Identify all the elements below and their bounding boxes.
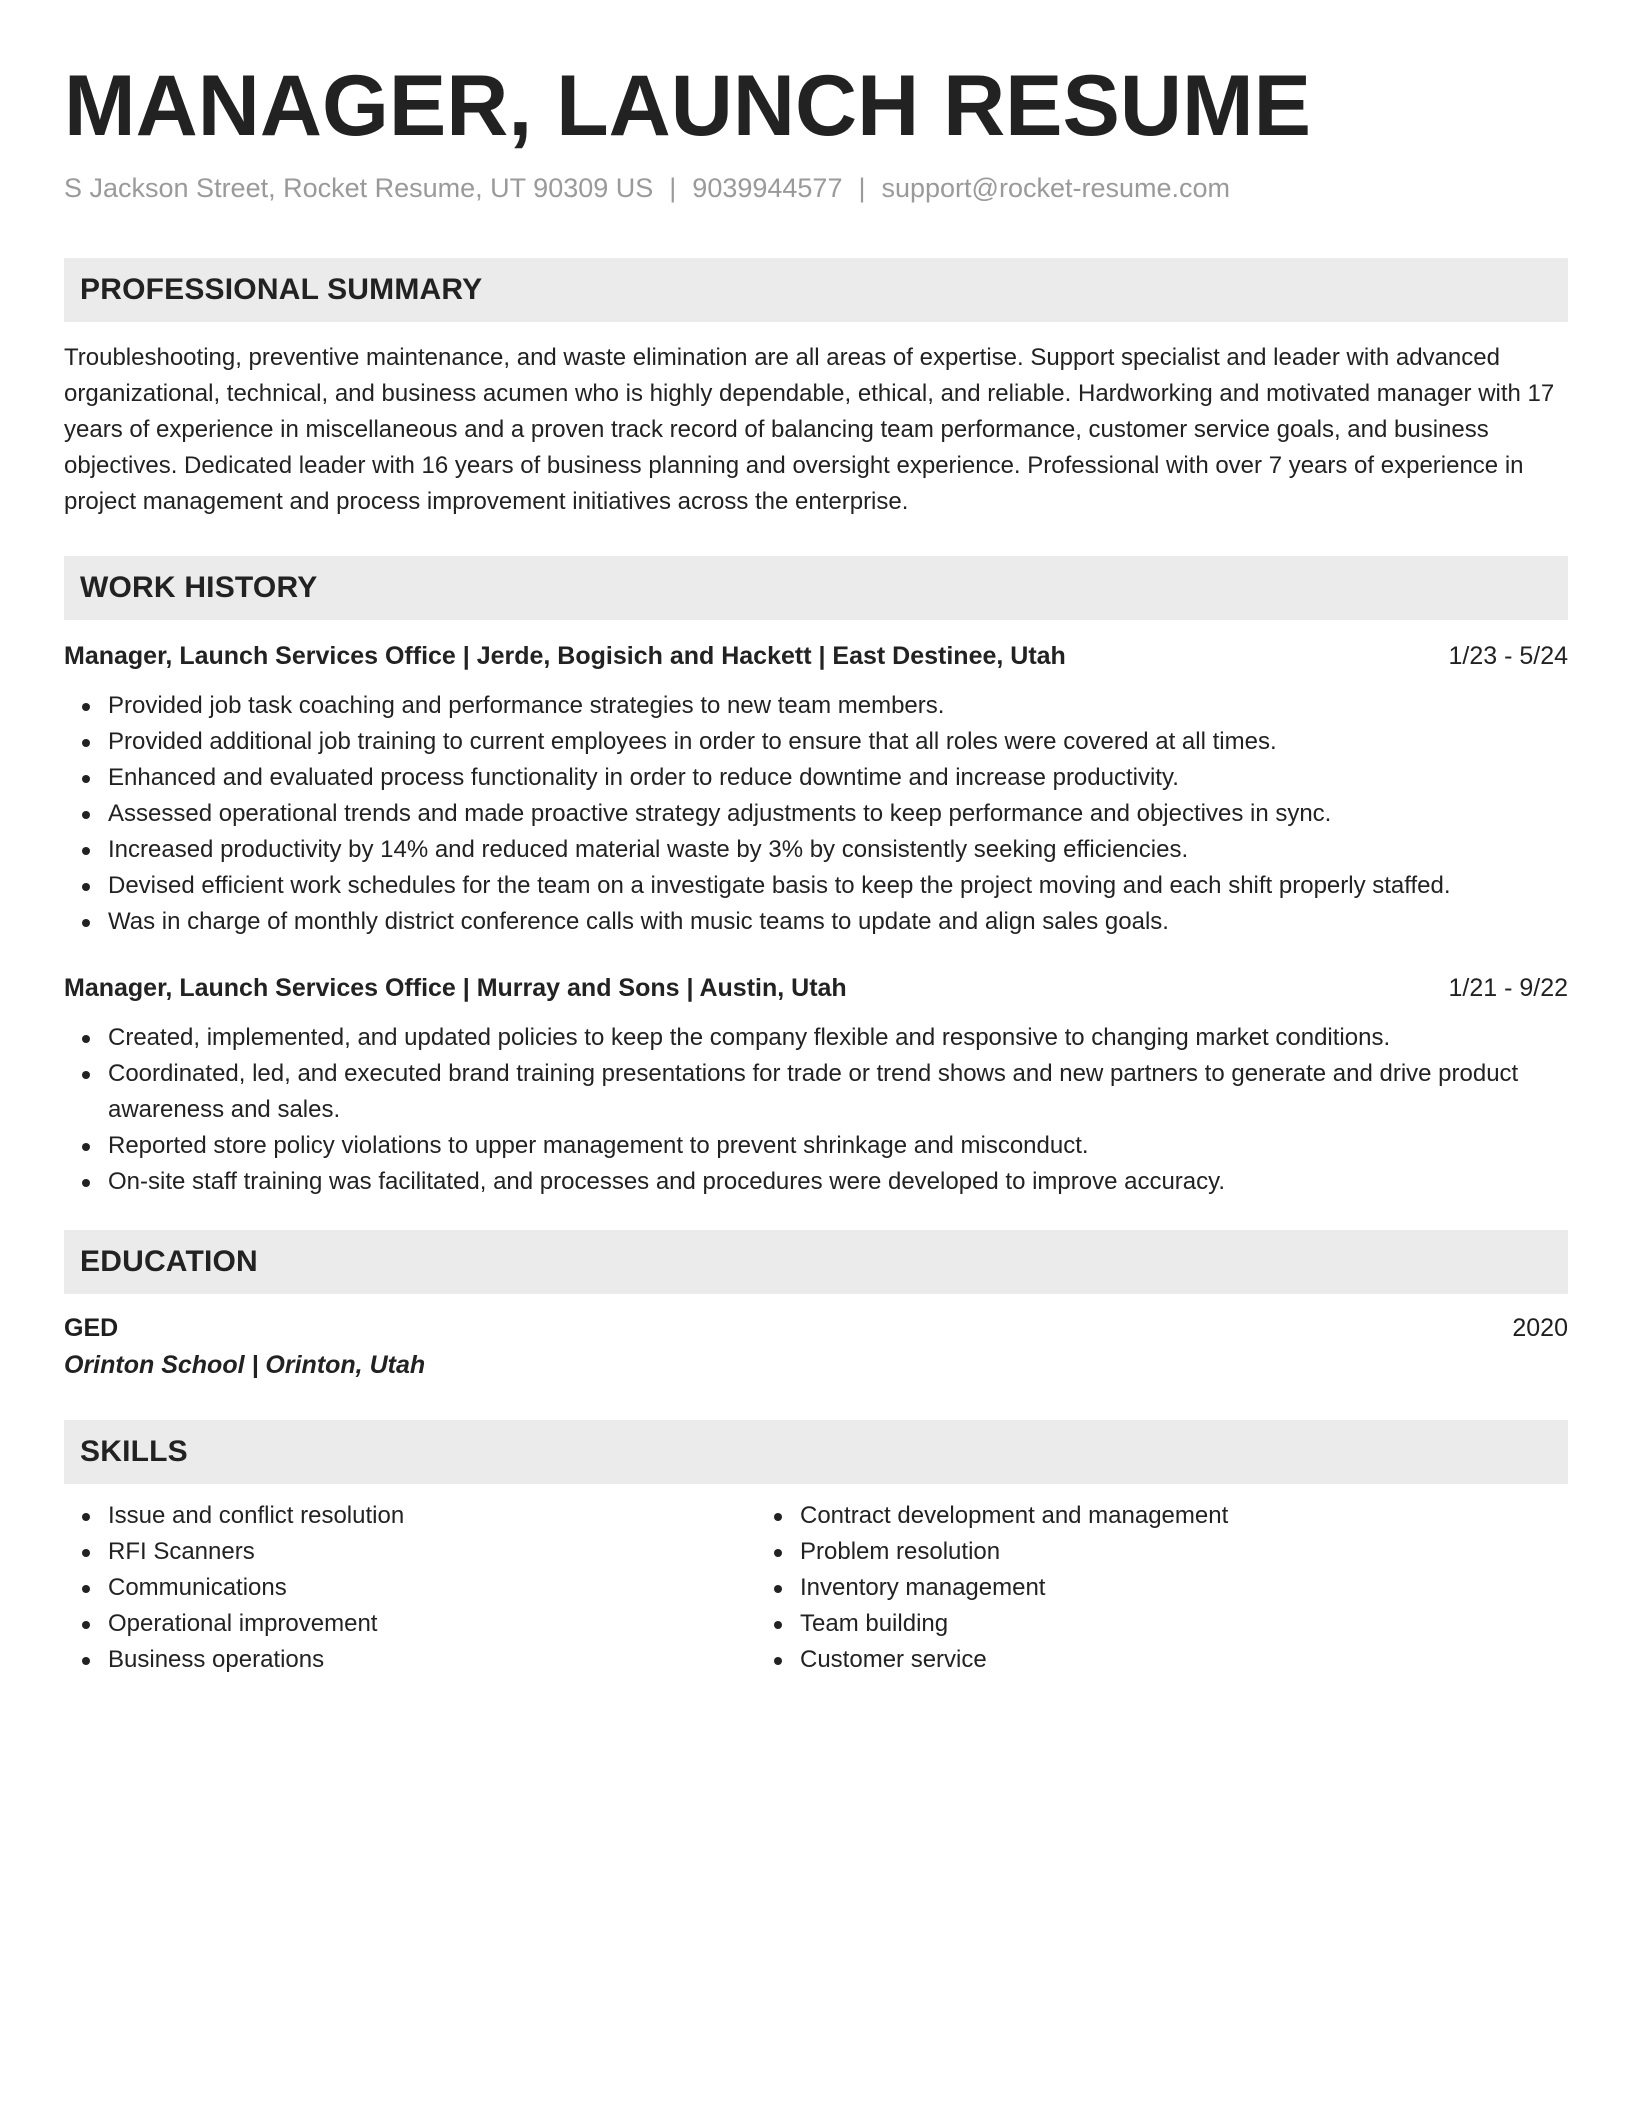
job-bullet: Provided job task coaching and performance strategies to new team members.: [108, 688, 1568, 724]
job-title: Manager, Launch Services Office | Jerde, Bogisich and Hackett | East Destinee, Utah: [64, 642, 1066, 670]
section-header-summary: PROFESSIONAL SUMMARY: [64, 258, 1568, 322]
job-bullet: Increased productivity by 14% and reduced material waste by 3% by consistently seeking efficiencies.: [108, 832, 1568, 868]
job-bullet: Was in charge of monthly district conference calls with music teams to update and align sales goals.: [108, 904, 1568, 940]
job-entry: [64, 638, 1568, 940]
contact-email: support@rocket-resume.com: [881, 173, 1231, 203]
job-bullet: Reported store policy violations to upper management to prevent shrinkage and misconduct.: [108, 1128, 1568, 1164]
education-entry: [64, 1310, 1568, 1384]
section-header-work-history: WORK HISTORY: [64, 556, 1568, 620]
skills-bullets-right: [756, 1498, 1456, 1678]
job-dates: 1/23 - 5/24: [1448, 642, 1568, 670]
job-bullet: Enhanced and evaluated process functionality in order to reduce downtime and increase productivity.: [108, 760, 1568, 796]
job-entry: [64, 970, 1568, 1200]
education-header: [64, 1310, 1568, 1346]
education-school: Orinton School | Orinton, Utah: [64, 1351, 426, 1379]
job-bullets: [64, 688, 1568, 940]
skill-item: Inventory management: [800, 1570, 1456, 1606]
skill-item: Customer service: [800, 1642, 1456, 1678]
skills-column-left: [64, 1498, 756, 1678]
education-year: 2020: [1512, 1314, 1568, 1342]
skill-item: Operational improvement: [108, 1606, 756, 1642]
job-title: Manager, Launch Services Office | Murray and Sons | Austin, Utah: [64, 974, 847, 1002]
skill-item: Contract development and management: [800, 1498, 1456, 1534]
skill-item: Problem resolution: [800, 1534, 1456, 1570]
contact-line: [64, 170, 1568, 206]
job-bullets: [64, 1020, 1568, 1200]
skills-list: [64, 1498, 1568, 1678]
skills-column-right: [756, 1498, 1456, 1678]
job-bullet: On-site staff training was facilitated, and processes and procedures were developed to improve accuracy.: [108, 1164, 1568, 1200]
section-header-skills: SKILLS: [64, 1420, 1568, 1484]
skill-item: Communications: [108, 1570, 756, 1606]
skill-item: Issue and conflict resolution: [108, 1498, 756, 1534]
education-degree: GED: [64, 1314, 119, 1342]
contact-address: S Jackson Street, Rocket Resume, UT 90309 US: [64, 173, 654, 203]
job-bullet: Provided additional job training to current employees in order to ensure that all roles were covered at all times.: [108, 724, 1568, 760]
contact-separator: |: [669, 173, 677, 203]
job-bullet: Created, implemented, and updated policies to keep the company flexible and responsive to changing market conditions.: [108, 1020, 1568, 1056]
skill-item: Team building: [800, 1606, 1456, 1642]
contact-separator: |: [858, 173, 866, 203]
section-header-education: EDUCATION: [64, 1230, 1568, 1294]
resume-title: MANAGER, LAUNCH RESUME: [64, 58, 1311, 154]
job-header: [64, 638, 1568, 674]
skill-item: RFI Scanners: [108, 1534, 756, 1570]
job-bullet: Assessed operational trends and made proactive strategy adjustments to keep performance and objectives in sync.: [108, 796, 1568, 832]
skill-item: Business operations: [108, 1642, 756, 1678]
contact-phone: 9039944577: [692, 173, 843, 203]
job-bullet: Coordinated, led, and executed brand training presentations for trade or trend shows and new partners to generate and drive product awareness and sales.: [108, 1056, 1568, 1128]
summary-text: Troubleshooting, preventive maintenance, and waste elimination are all areas of expertise. Support specialist and leader with advanced organizational, technical, and business acumen who is highly dependable, ethical, and reliable. Hardworking and motivated manager with 17 years of experience in miscellaneous and a proven track record of balancing team performance, customer service goals, and business objectives. Dedicated leader with 16 years of business planning and oversight experience. Professional with over 7 years of experience in project management and process improvement initiatives across the enterprise.: [64, 344, 1555, 515]
job-header: [64, 970, 1568, 1006]
skills-bullets-left: [64, 1498, 756, 1678]
job-dates: 1/21 - 9/22: [1448, 974, 1568, 1002]
job-bullet: Devised efficient work schedules for the team on a investigate basis to keep the project moving and each shift properly staffed.: [108, 868, 1568, 904]
